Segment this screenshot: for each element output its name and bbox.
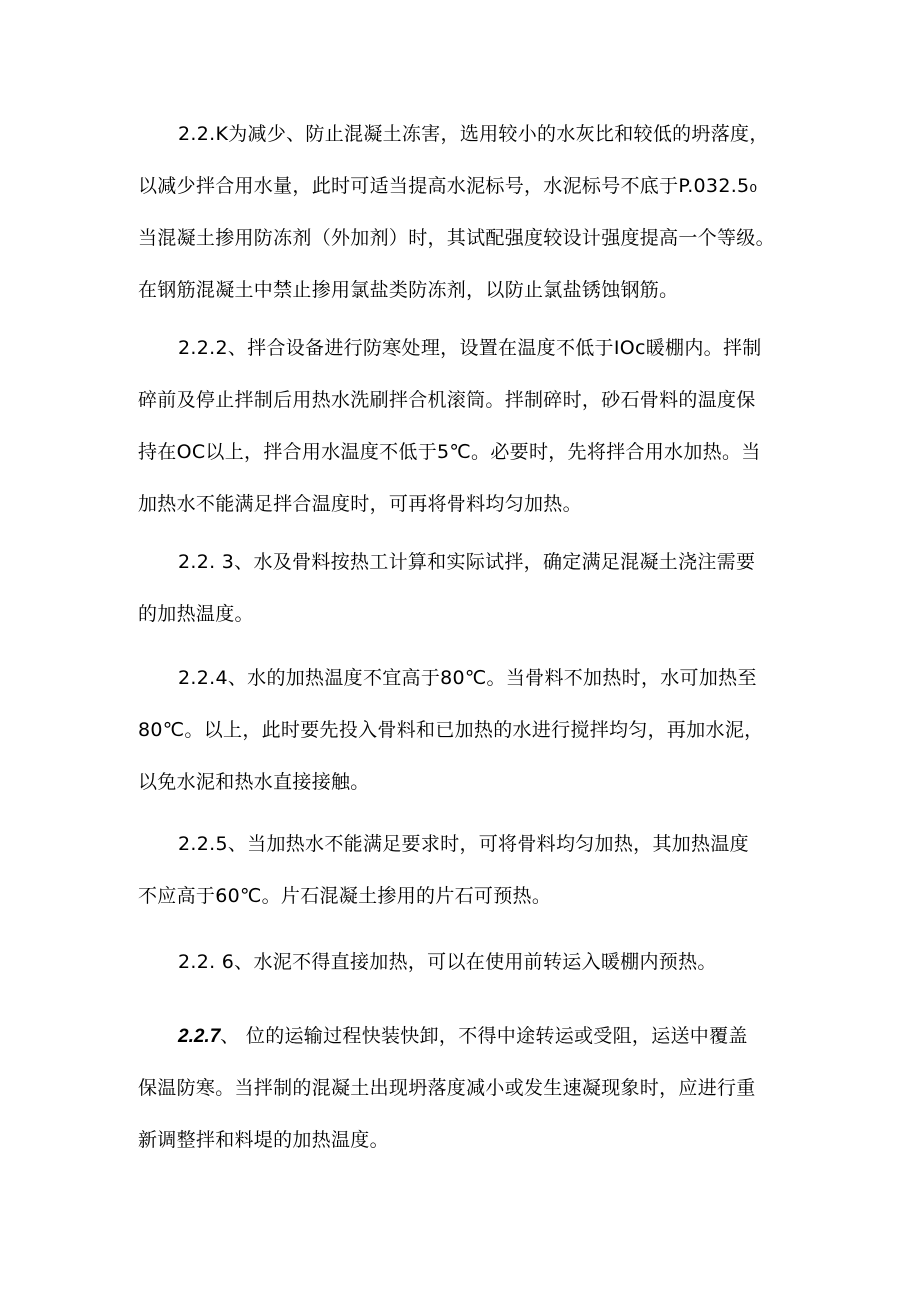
text-line: 80℃。以上，此时要先投入骨料和已加热的水进行搅拌均匀，再加水泥， <box>138 719 764 741</box>
text-line: 持在OC以上，拌合用水温度不低于5℃。必要时，先将拌合用水加热。当 <box>138 441 761 463</box>
text-line: 2.2. 6、水泥不得直接加热，可以在使用前转运入暖棚内预热。 <box>178 951 717 973</box>
text-line: 碎前及停止拌制后用热水洗刷拌合机滚筒。拌制碎时，砂石骨料的温度保 <box>138 389 756 411</box>
text-line: 2.2.5、当加热水不能满足要求时，可将骨料均匀加热，其加热温度 <box>178 833 749 855</box>
text-line: 2.2. 3、水及骨料按热工计算和实际试拌，确定满足混凝土浇注需要 <box>178 551 756 573</box>
text-line: 当混凝土掺用防冻剂（外加剂）时，其试配强度较设计强度提高一个等级。 <box>138 227 775 249</box>
text-line: 在钢筋混凝土中禁止掺用氯盐类防冻剂，以防止氯盐锈蚀钢筋。 <box>138 279 679 301</box>
paragraph-2-2-4 <box>138 652 798 808</box>
text-line: 以减少拌合用水量，此时可适当提高水泥标号，水泥标号不底于P.032.5₀ <box>138 175 758 197</box>
text-line-rest: 、 位的运输过程快装快卸，不得中途转运或受阻，运送中覆盖 <box>220 1025 748 1047</box>
text-line: 新调整拌和料堤的加热温度。 <box>138 1129 389 1151</box>
paragraph-2-2-6 <box>138 936 798 988</box>
text-line: 的加热温度。 <box>138 603 254 625</box>
text-line: 2.2.K为减少、防止混凝土冻害，选用较小的水灰比和较低的坍落度， <box>178 123 769 145</box>
section-number: 2.2.7 <box>178 1026 221 1047</box>
text-line: 以免水泥和热水直接接触。 <box>138 771 370 793</box>
text-line <box>138 1010 798 1062</box>
paragraph-2-2-2 <box>138 322 798 530</box>
text-line: 保温防寒。当拌制的混凝土出现坍落度减小或发生速凝现象时，应进行重 <box>138 1077 756 1099</box>
text-line: 2.2.4、水的加热温度不宜高于80℃。当骨料不加热时，水可加热至 <box>178 667 757 689</box>
paragraph-2-2-7 <box>138 1010 798 1166</box>
paragraph-2-2-1 <box>138 108 798 316</box>
text-line: 不应高于60℃。片石混凝土掺用的片石可预热。 <box>138 885 552 907</box>
text-line: 2.2.2、拌合设备进行防寒处理，设置在温度不低于IOc暖棚内。拌制 <box>178 337 762 359</box>
text-line: 加热水不能满足拌合温度时，可再将骨料均匀加热。 <box>138 493 582 515</box>
paragraph-2-2-5 <box>138 818 798 922</box>
paragraph-2-2-3 <box>138 536 798 640</box>
